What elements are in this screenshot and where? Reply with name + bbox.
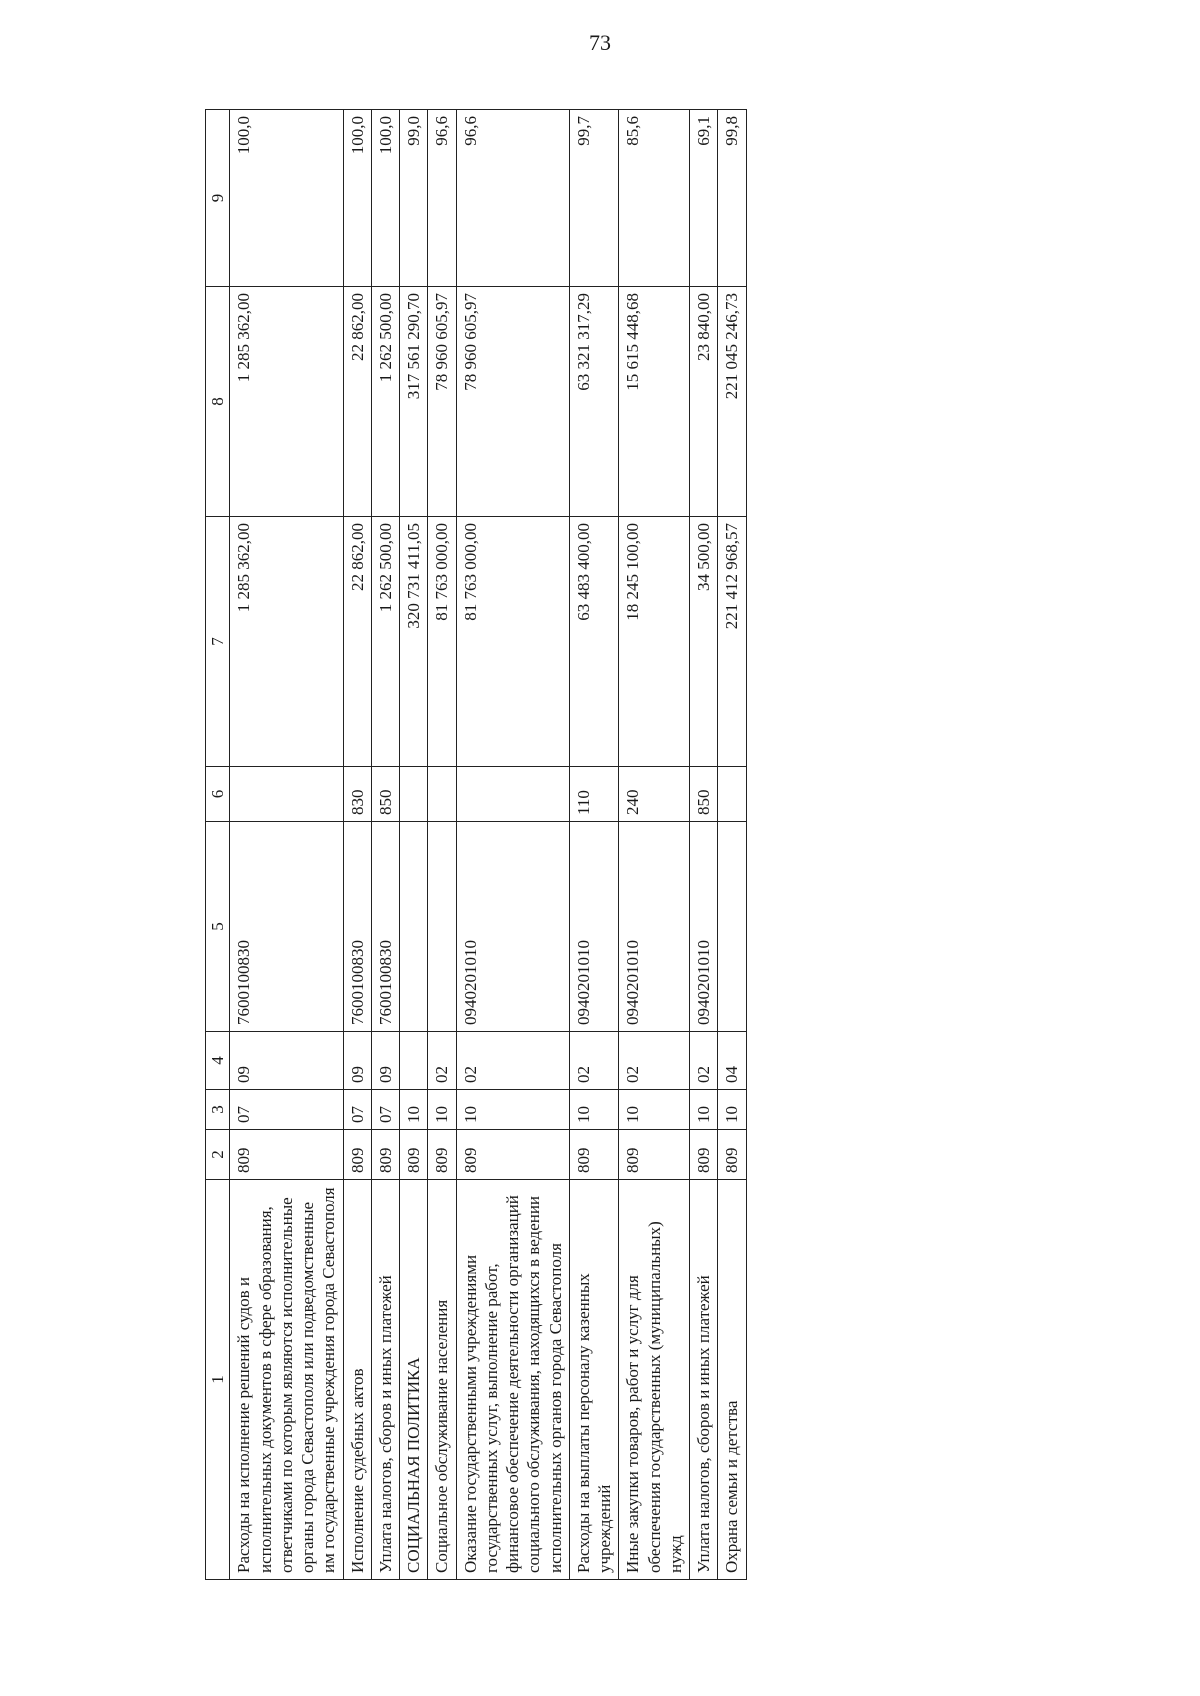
cell-c3: 10 (428, 1090, 456, 1130)
cell-c9: 99,8 (718, 110, 746, 287)
cell-c9: 100,0 (230, 110, 343, 287)
cell-c9: 69,1 (690, 110, 718, 287)
table-row (718, 110, 746, 1580)
cell-c7: 221 412 968,57 (718, 517, 746, 767)
cell-c8: 63 321 317,29 (569, 287, 619, 517)
cell-c5: 7600100830 (371, 822, 399, 1032)
cell-c4: 09 (230, 1032, 343, 1090)
cell-c8: 23 840,00 (690, 287, 718, 517)
cell-c3: 07 (343, 1090, 371, 1130)
cell-c6: 850 (371, 767, 399, 822)
row-name: Расходы на исполнение решений судов и исполнительных документов в сфере образования, ответчиками по которым являются исполнительные органы города Севастополя или подведомственные им государственные учреждения города Севастополя (230, 1180, 343, 1580)
header-row (206, 110, 230, 1580)
cell-c4: 02 (456, 1032, 569, 1090)
cell-c8: 78 960 605,97 (428, 287, 456, 517)
cell-c8: 22 862,00 (343, 287, 371, 517)
table-row (230, 110, 343, 1580)
col-header-6: 6 (206, 767, 230, 822)
cell-c5 (428, 822, 456, 1032)
cell-c2: 809 (690, 1130, 718, 1180)
cell-c4 (400, 1032, 428, 1090)
cell-c9: 100,0 (343, 110, 371, 287)
cell-c7: 63 483 400,00 (569, 517, 619, 767)
table-row (428, 110, 456, 1580)
budget-table-rotated (205, 110, 1035, 1580)
cell-c2: 809 (371, 1130, 399, 1180)
cell-c5 (400, 822, 428, 1032)
cell-c3: 10 (619, 1090, 690, 1130)
cell-c4: 09 (371, 1032, 399, 1090)
cell-c9: 100,0 (371, 110, 399, 287)
cell-c4: 02 (428, 1032, 456, 1090)
col-header-4: 4 (206, 1032, 230, 1090)
col-header-7: 7 (206, 517, 230, 767)
cell-c9: 96,6 (428, 110, 456, 287)
table-row (619, 110, 690, 1580)
cell-c5: 0940201010 (569, 822, 619, 1032)
cell-c2: 809 (619, 1130, 690, 1180)
budget-table (205, 109, 747, 1580)
cell-c7: 1 285 362,00 (230, 517, 343, 767)
cell-c7: 1 262 500,00 (371, 517, 399, 767)
table-row (400, 110, 428, 1580)
cell-c5: 0940201010 (619, 822, 690, 1032)
cell-c5: 7600100830 (343, 822, 371, 1032)
cell-c2: 809 (400, 1130, 428, 1180)
table-row (569, 110, 619, 1580)
cell-c3: 10 (456, 1090, 569, 1130)
cell-c7: 81 763 000,00 (428, 517, 456, 767)
col-header-2: 2 (206, 1130, 230, 1180)
cell-c7: 34 500,00 (690, 517, 718, 767)
row-name: Уплата налогов, сборов и иных платежей (371, 1180, 399, 1580)
cell-c5: 0940201010 (456, 822, 569, 1032)
cell-c2: 809 (230, 1130, 343, 1180)
row-name: Исполнение судебных актов (343, 1180, 371, 1580)
table-row (690, 110, 718, 1580)
cell-c8: 1 262 500,00 (371, 287, 399, 517)
table-row (343, 110, 371, 1580)
cell-c2: 809 (456, 1130, 569, 1180)
cell-c4: 02 (619, 1032, 690, 1090)
cell-c4: 09 (343, 1032, 371, 1090)
cell-c2: 809 (569, 1130, 619, 1180)
cell-c2: 809 (343, 1130, 371, 1180)
cell-c2: 809 (718, 1130, 746, 1180)
row-name: Социальное обслуживание населения (428, 1180, 456, 1580)
row-name: Расходы на выплаты персоналу казенных учреждений (569, 1180, 619, 1580)
cell-c6: 240 (619, 767, 690, 822)
cell-c8: 317 561 290,70 (400, 287, 428, 517)
cell-c2: 809 (428, 1130, 456, 1180)
cell-c3: 07 (371, 1090, 399, 1130)
cell-c4: 04 (718, 1032, 746, 1090)
cell-c6 (456, 767, 569, 822)
cell-c4: 02 (569, 1032, 619, 1090)
cell-c8: 78 960 605,97 (456, 287, 569, 517)
cell-c9: 99,0 (400, 110, 428, 287)
cell-c3: 07 (230, 1090, 343, 1130)
page-number: 73 (589, 30, 611, 55)
cell-c6: 850 (690, 767, 718, 822)
row-name: Уплата налогов, сборов и иных платежей (690, 1180, 718, 1580)
cell-c3: 10 (569, 1090, 619, 1130)
col-header-9: 9 (206, 110, 230, 287)
cell-c5: 0940201010 (690, 822, 718, 1032)
cell-c5 (718, 822, 746, 1032)
cell-c7: 81 763 000,00 (456, 517, 569, 767)
row-name: СОЦИАЛЬНАЯ ПОЛИТИКА (400, 1180, 428, 1580)
cell-c6 (428, 767, 456, 822)
cell-c9: 85,6 (619, 110, 690, 287)
cell-c8: 15 615 448,68 (619, 287, 690, 517)
cell-c6: 110 (569, 767, 619, 822)
cell-c7: 18 245 100,00 (619, 517, 690, 767)
col-header-1: 1 (206, 1180, 230, 1580)
cell-c7: 320 731 411,05 (400, 517, 428, 767)
cell-c6 (230, 767, 343, 822)
cell-c3: 10 (690, 1090, 718, 1130)
cell-c3: 10 (400, 1090, 428, 1130)
row-name: Оказание государственными учреждениями государственных услуг, выполнение работ, финансовое обеспечение деятельности организаций социального обслуживания, находящихся в ведении исполнительных органов города Севастополя (456, 1180, 569, 1580)
cell-c8: 221 045 246,73 (718, 287, 746, 517)
col-header-8: 8 (206, 287, 230, 517)
col-header-3: 3 (206, 1090, 230, 1130)
cell-c6: 830 (343, 767, 371, 822)
cell-c4: 02 (690, 1032, 718, 1090)
table-row (456, 110, 569, 1580)
row-name: Иные закупки товаров, работ и услуг для обеспечения государственных (муниципальных) нужд (619, 1180, 690, 1580)
cell-c7: 22 862,00 (343, 517, 371, 767)
row-name: Охрана семьи и детства (718, 1180, 746, 1580)
cell-c9: 99,7 (569, 110, 619, 287)
cell-c9: 96,6 (456, 110, 569, 287)
cell-c8: 1 285 362,00 (230, 287, 343, 517)
table-row (371, 110, 399, 1580)
cell-c5: 7600100830 (230, 822, 343, 1032)
col-header-5: 5 (206, 822, 230, 1032)
cell-c6 (400, 767, 428, 822)
cell-c6 (718, 767, 746, 822)
cell-c3: 10 (718, 1090, 746, 1130)
